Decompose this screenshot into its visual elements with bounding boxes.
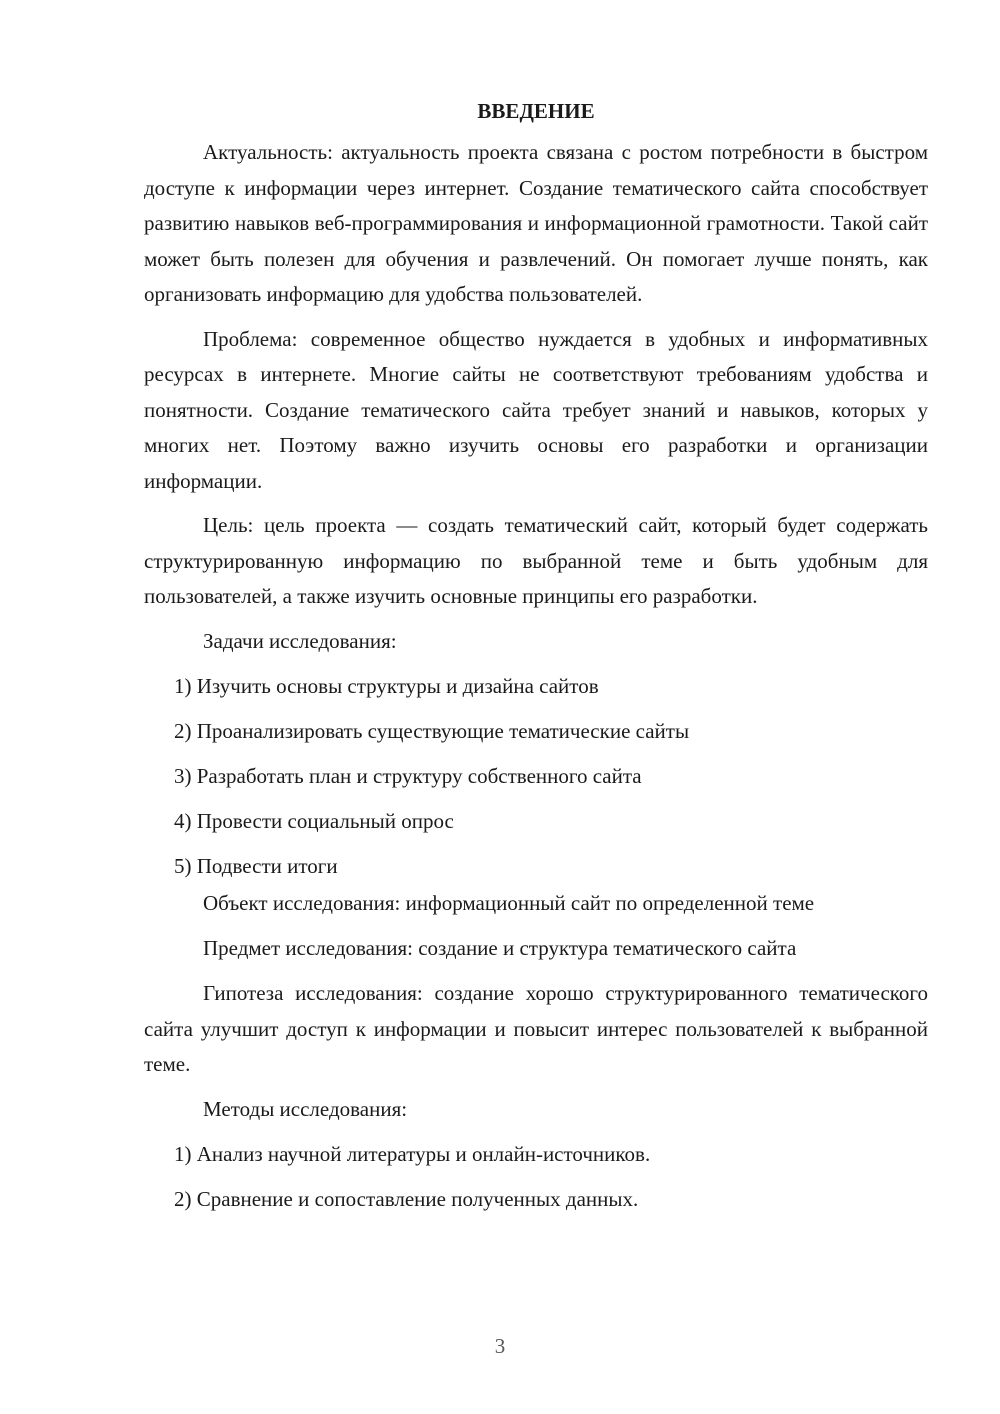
document-page	[144, 96, 928, 1227]
method-item: 1) Анализ научной литературы и онлайн-источников.	[174, 1141, 651, 1166]
goal-paragraph: Цель: цель проекта — создать тематический сайт, который будет содержать структурированную информацию по выбранной теме и быть удобным для пользователей, а также изучить основные принципы его разработки.	[144, 513, 928, 608]
task-item: 4) Провести социальный опрос	[174, 808, 454, 833]
problem-paragraph: Проблема: современное общество нуждается в удобных и информативных ресурсах в интернете. Многие сайты не соответствуют требованиям удобства и понятности. Создание тематического сайта требует знаний и навыков, которых у многих нет. Поэтому важно изучить основы его разработки и организации информации.	[144, 326, 928, 493]
page-number: 3	[494, 1334, 506, 1358]
object-line: Объект исследования: информационный сайт по определенной теме	[203, 891, 815, 915]
task-item: 2) Проанализировать существующие тематические сайты	[174, 718, 690, 743]
task-item: 1) Изучить основы структуры и дизайна сайтов	[174, 673, 599, 698]
task-item: 3) Разработать план и структуру собственного сайта	[174, 763, 642, 788]
methods-heading: Методы исследования:	[203, 1096, 408, 1121]
subject-line: Предмет исследования: создание и структура тематического сайта	[203, 936, 797, 960]
relevance-paragraph: Актуальность: актуальность проекта связана с ростом потребности в быстром доступе к информации через интернет. Создание тематического сайта способствует развитию навыков веб-программирования и информационной грамотности. Такой сайт может быть полезен для обучения и развлечений. Он помогает лучше понять, как организовать информацию для удобства пользователей.	[144, 140, 928, 306]
task-item: 5) Подвести итоги	[174, 853, 338, 878]
hypothesis-paragraph: Гипотеза исследования: создание хорошо структурированного тематического сайта улучшит доступ к информации и повысит интерес пользователей к выбранной теме.	[144, 981, 928, 1076]
page-title: ВВЕДЕНИЕ	[477, 99, 595, 123]
tasks-heading: Задачи исследования:	[203, 628, 397, 653]
method-item: 2) Сравнение и сопоставление полученных данных.	[174, 1186, 639, 1211]
